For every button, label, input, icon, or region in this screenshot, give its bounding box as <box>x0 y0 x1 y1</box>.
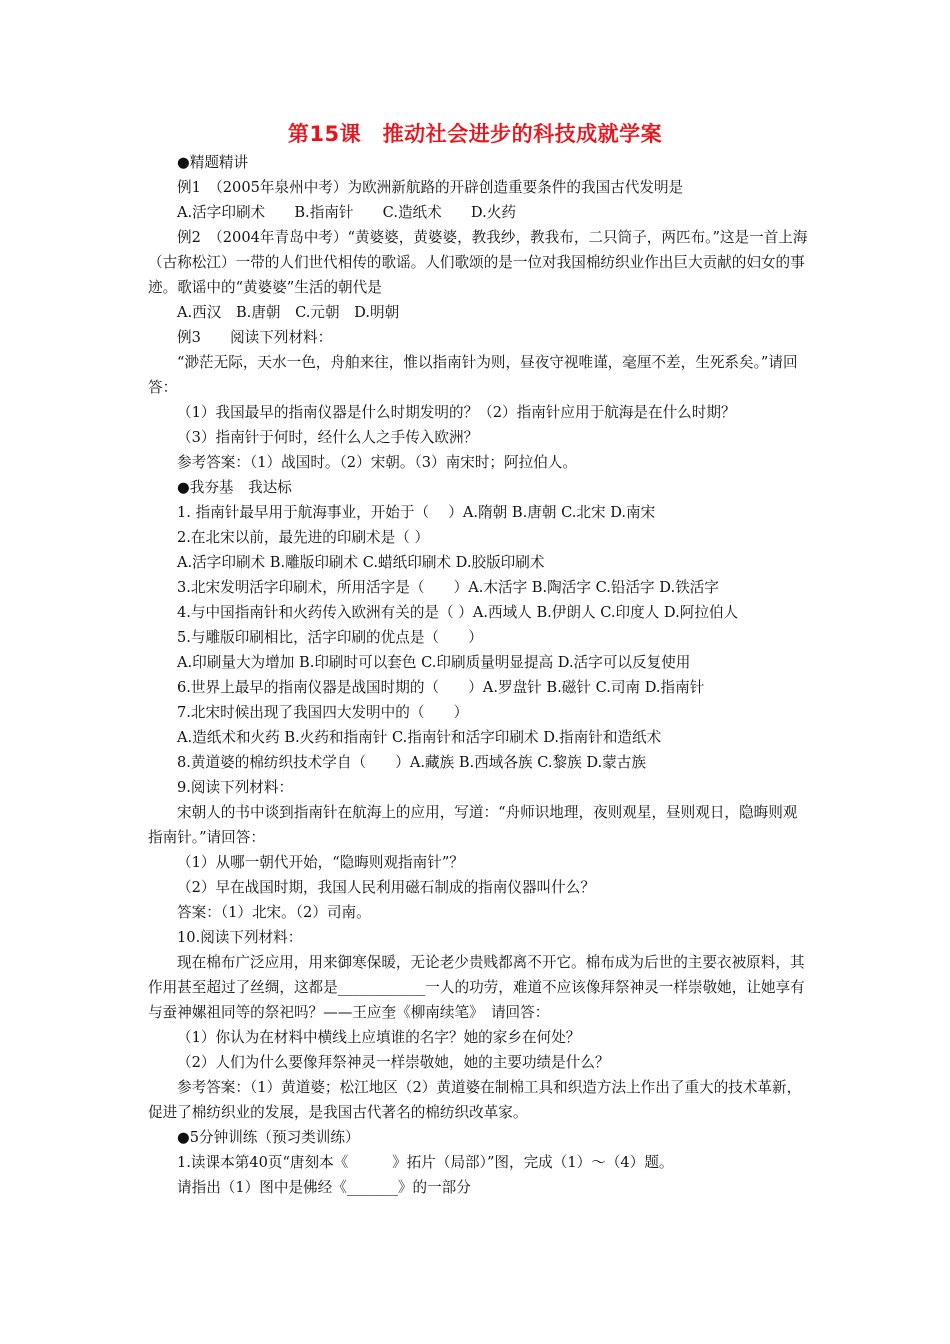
text-line: 现在棉布广泛应用，用来御寒保暖，无论老少贵贱都离不开它。棉布成为后世的主要衣被原料，其作用甚至超过了丝绸，这都是____________一人的功劳，难道不应该像拜祭神灵一样崇敬她，让她享有与蚕神嫘祖同等的祭祀吗？——王应奎《柳南续笔》 请回答： <box>148 954 805 1021</box>
text-line: “渺茫无际，天水一色，舟舶来往，惟以指南针为则，昼夜守视唯谨，毫厘不差，生死系矣。”请回答： <box>148 354 798 396</box>
text-line: ●精题精讲 <box>177 154 249 171</box>
text-line: A.造纸术和火药 B.火药和指南针 C.指南针和活字印刷术 D.指南针和造纸术 <box>177 729 662 746</box>
text-line: 参考答案：（1）战国时。（2）宋朝。（3）南宋时；阿拉伯人。 <box>177 454 577 471</box>
text-line: 8.黄道婆的棉纺织技术学自（ ）A.藏族 B.西域各族 C.黎族 D.蒙古族 <box>177 754 646 771</box>
text-line: 6.世界上最早的指南仪器是战国时期的（ ）A.罗盘针 B.磁针 C.司南 D.指南针 <box>177 679 705 696</box>
text-line: A.活字印刷术 B.指南针 C.造纸术 D.火药 <box>177 204 516 221</box>
text-line: 例3 阅读下列材料： <box>177 329 333 346</box>
text-line: （3）指南针于何时，经什么人之手传入欧洲？ <box>177 429 479 446</box>
text-line: A.印刷量大为增加 B.印刷时可以套色 C.印刷质量明显提高 D.活字可以反复使用 <box>177 654 691 671</box>
text-line: 5.与雕版印刷相比，活字印刷的优点是（ ） <box>177 629 483 646</box>
text-line: ●5分钟训练（预习类训练） <box>177 1129 360 1146</box>
text-line: 答案：（1）北宋。（2）司南。 <box>177 904 371 921</box>
text-line: 9.阅读下列材料： <box>177 779 294 796</box>
text-line: 2.在北宋以前，最先进的印刷术是（ ） <box>177 529 430 546</box>
text-line: A.活字印刷术 B.雕版印刷术 C.蜡纸印刷术 D.胶版印刷术 <box>177 554 545 571</box>
text-line: A.西汉 B.唐朝 C.元朝 D.明朝 <box>177 304 400 321</box>
text-line: 请指出（1）图中是佛经《_______》的一部分 <box>177 1179 471 1196</box>
text-line: 例1 （2005年泉州中考）为欧洲新航路的开辟创造重要条件的我国古代发明是 <box>177 179 684 196</box>
text-line: 宋朝人的书中谈到指南针在航海上的应用，写道：“舟师识地理，夜则观星，昼则观日，隐晦则观指南针。”请回答： <box>148 804 798 846</box>
text-line: （1）从哪一朝代开始，“隐晦则观指南针”？ <box>177 854 464 871</box>
text-line: （2）人们为什么要像拜祭神灵一样崇敬她，她的主要功绩是什么？ <box>177 1054 610 1071</box>
text-line: 1. 指南针最早用于航海事业，开始于（ ）A.隋朝 B.唐朝 C.北宋 D.南宋 <box>177 504 656 521</box>
text-line: 1.读课本第40页“唐刻本《 》拓片（局部）”图，完成（1）～（4）题。 <box>177 1154 674 1171</box>
text-line: ●我夯基 我达标 <box>177 479 292 496</box>
document-body <box>148 150 808 1200</box>
text-line: 例2 （2004年青岛中考）“黄婆婆，黄婆婆，教我纱，教我布，二只筒子，两匹布。”这是一首上海（古称松江）一带的人们世代相传的歌谣。人们歌颂的是一位对我国棉纺织业作出巨大贡献的妇女的事迹。歌谣中的“黄婆婆”生活的朝代是 <box>148 229 808 296</box>
text-line: 10.阅读下列材料： <box>177 929 303 946</box>
text-line: （2）早在战国时期，我国人民利用磁石制成的指南仪器叫什么？ <box>177 879 595 896</box>
text-line: 参考答案：（1）黄道婆；松江地区（2）黄道婆在制棉工具和织造方法上作出了重大的技术革新，促进了棉纺织业的发展，是我国古代著名的棉纺织改革家。 <box>148 1079 802 1121</box>
page-title: 第15课 推动社会进步的科技成就学案 <box>287 122 663 146</box>
text-line: 4.与中国指南针和火药传入欧洲有关的是（ ）A.西域人 B.伊朗人 C.印度人 D.阿拉伯人 <box>177 604 739 621</box>
text-line: 7.北宋时候出现了我国四大发明中的（ ） <box>177 704 469 721</box>
text-line: （1）我国最早的指南仪器是什么时期发明的？（2）指南针应用于航海是在什么时期？ <box>177 404 736 421</box>
text-line: 3.北宋发明活字印刷术，所用活字是（ ）A.木活字 B.陶活字 C.铅活字 D.铁活字 <box>177 579 719 596</box>
text-line: （1）你认为在材料中横线上应填谁的名字？她的家乡在何处？ <box>177 1029 581 1046</box>
